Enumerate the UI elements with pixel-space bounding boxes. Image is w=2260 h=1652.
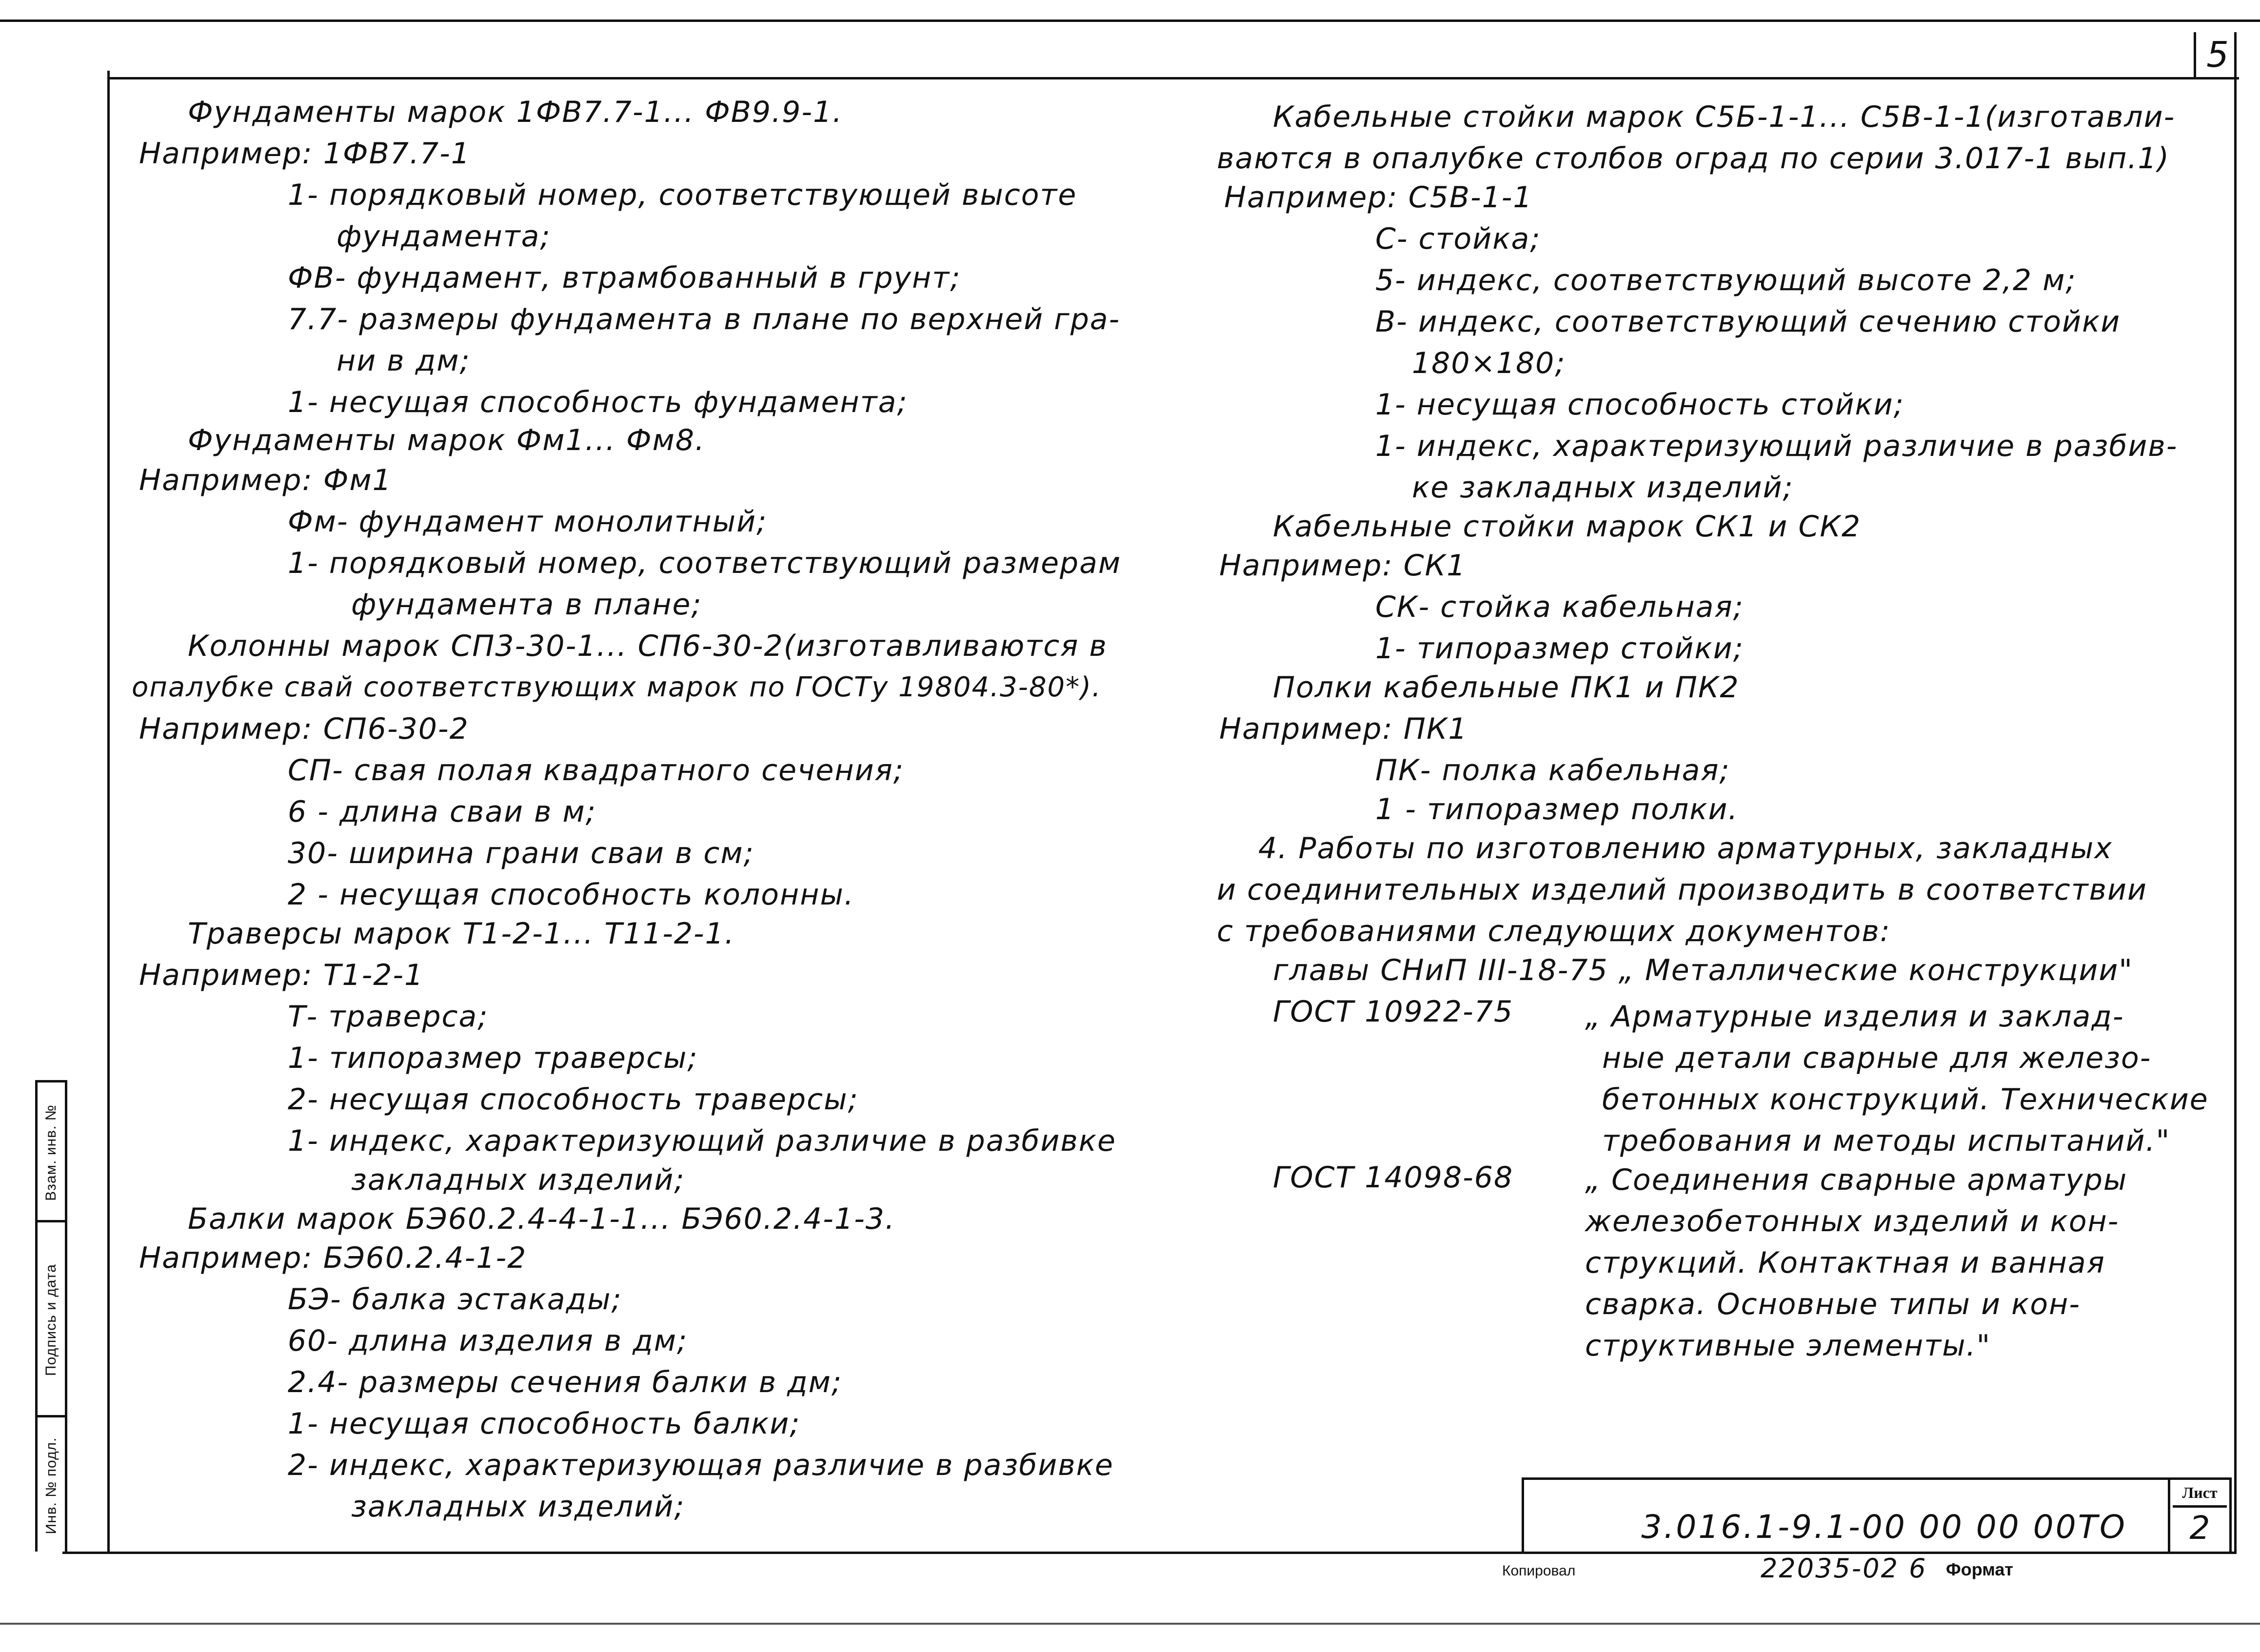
frame-top-edge: [0, 20, 2260, 22]
text-line: Например: СП6-30-2: [139, 712, 469, 746]
text-line: Колонны марок СП3-30-1... СП6-30-2(изготавливаются в: [188, 629, 1108, 663]
text-line: 4. Работы по изготовлению арматурных, закладных: [1258, 831, 2113, 865]
text-line: ГОСТ 10922-75: [1273, 995, 1514, 1029]
sheet-label: Лист: [2173, 1480, 2227, 1508]
text-line: Фундаменты марок 1ФВ7.7-1... ФВ9.9-1.: [188, 95, 843, 129]
text-line: Фм- фундамент монолитный;: [288, 505, 768, 539]
side-stamp: [35, 1080, 67, 1552]
text-line: 2.4- размеры сечения балки в дм;: [288, 1365, 843, 1399]
frame-right-border: [2234, 32, 2237, 1552]
text-line: 5- индекс, соответствующий высоте 2,2 м;: [1375, 263, 2077, 297]
text-line: 1- типоразмер траверсы;: [288, 1041, 698, 1075]
document-code: 3.016.1-9.1-00 00 00 00ТО: [1641, 1508, 2127, 1546]
text-line: Например: 1ФВ7.7-1: [139, 137, 471, 171]
sheet-number: 2: [2189, 1509, 2210, 1547]
text-line: 6 - длина сваи в м;: [288, 795, 596, 829]
text-line: Кабельные стойки марок С5Б-1-1... С5В-1-1(изготавли-: [1273, 100, 2176, 134]
text-line: „ Соединения сварные арматуры: [1585, 1163, 2128, 1197]
text-line: Например: ПК1: [1219, 712, 1468, 746]
text-line: бетонных конструкций. Технические: [1602, 1082, 2209, 1117]
footer-order: 22035-02 6: [1761, 1553, 1927, 1584]
text-line: железобетонных изделий и кон-: [1585, 1204, 2120, 1239]
text-line: ПК- полка кабельная;: [1375, 753, 1730, 787]
text-line: СП- свая полая квадратного сечения;: [288, 753, 904, 787]
text-line: Например: Т1-2-1: [139, 958, 424, 992]
text-line: 30- ширина грани сваи в см;: [288, 836, 754, 870]
text-line: 2- несущая способность траверсы;: [288, 1082, 859, 1117]
text-line: структивные элементы.": [1585, 1329, 1991, 1363]
text-line: струкций. Контактная и ванная: [1585, 1246, 2105, 1280]
text-line: Например: СК1: [1219, 549, 1467, 583]
text-line: ни в дм;: [337, 344, 471, 378]
text-line: 1- порядковый номер, соответствующей высоте: [288, 178, 1077, 212]
text-line: и соединительных изделий производить в соответствии: [1217, 873, 2148, 907]
text-line: СК- стойка кабельная;: [1375, 590, 1744, 624]
text-line: 60- длина изделия в дм;: [288, 1324, 688, 1358]
text-line: ные детали сварные для железо-: [1602, 1041, 2152, 1075]
frame-left-border: [107, 71, 110, 1552]
text-line: ФВ- фундамент, втрамбованный в грунт;: [288, 261, 961, 295]
text-line: 2 - несущая способность колонны.: [288, 878, 854, 912]
text-line: 1- порядковый номер, соответствующий размерам: [288, 546, 1122, 580]
side-stamp-label: Инв. № подл.: [43, 1437, 59, 1534]
text-line: 2- индекс, характеризующая различие в разбивке: [288, 1448, 1114, 1482]
text-line: 1 - типоразмер полки.: [1375, 792, 1739, 826]
text-line: БЭ- балка эстакады;: [288, 1282, 622, 1317]
side-stamp-cell: [38, 1080, 65, 1222]
frame-top-border: [107, 77, 2237, 79]
text-line: ГОСТ 14098-68: [1273, 1160, 1514, 1195]
text-line: Например: БЭ60.2.4-1-2: [139, 1241, 527, 1275]
text-line: закладных изделий;: [351, 1163, 685, 1197]
text-line: Кабельные стойки марок СК1 и СК2: [1273, 510, 1862, 544]
title-block-divider: [2168, 1480, 2170, 1554]
footer-format: Формат: [1946, 1559, 2014, 1579]
text-line: Например: Фм1: [139, 463, 392, 497]
text-line: 1- типоразмер стойки;: [1375, 631, 1744, 666]
text-line: Полки кабельные ПК1 и ПК2: [1273, 670, 1740, 705]
text-line: 1- несущая способность фундамента;: [288, 385, 908, 419]
text-line: сварка. Основные типы и кон-: [1585, 1287, 2081, 1321]
title-block: [1522, 1477, 2232, 1554]
text-line: С- стойка;: [1375, 222, 1541, 256]
text-line: 7.7- размеры фундамента в плане по верхней гра-: [288, 302, 1121, 336]
text-line: В- индекс, соответствующий сечению стойки: [1375, 305, 2121, 339]
side-stamp-cell: [38, 1220, 65, 1417]
text-line: 1- несущая способность стойки;: [1375, 388, 1905, 422]
text-line: опалубке свай соответствующих марок по ГОСТу 19804.3-80*).: [132, 671, 1102, 703]
text-line: требования и методы испытаний.": [1602, 1124, 2171, 1158]
side-stamp-cell: [38, 1415, 65, 1554]
text-line: Например: С5В-1-1: [1224, 180, 1533, 215]
text-line: Фундаменты марок Фм1... Фм8.: [188, 423, 706, 457]
text-line: ке закладных изделий;: [1412, 471, 1794, 505]
text-line: главы СНиП III-18-75 „ Металлические конструкции": [1273, 953, 2133, 987]
text-line: Т- траверса;: [288, 1000, 489, 1034]
text-line: ваются в опалубке столбов оград по серии 3.017-1 вып.1): [1217, 141, 2170, 176]
text-line: 180×180;: [1412, 346, 1566, 380]
text-line: „ Арматурные изделия и заклад-: [1585, 1000, 2124, 1034]
text-line: Траверсы марок Т1-2-1... Т11-2-1.: [188, 917, 735, 951]
footer-copied: Копировал: [1502, 1563, 1576, 1579]
page-number: 5: [2194, 32, 2239, 79]
text-line: 1- индекс, характеризующий различие в разбив-: [1375, 429, 2178, 463]
text-line: фундамента;: [337, 219, 551, 254]
text-line: с требованиями следующих документов:: [1217, 914, 1891, 948]
text-line: 1- индекс, характеризующий различие в разбивке: [288, 1124, 1116, 1158]
cut-line: [0, 1623, 2260, 1625]
text-line: закладных изделий;: [351, 1490, 685, 1524]
text-line: Балки марок БЭ60.2.4-4-1-1... БЭ60.2.4-1-3.: [188, 1202, 895, 1236]
side-stamp-label: Подпись и дата: [43, 1264, 59, 1376]
side-stamp-label: Взам. инв. №: [43, 1104, 59, 1201]
text-line: 1- несущая способность балки;: [288, 1407, 801, 1441]
text-line: фундамента в плане;: [351, 588, 702, 622]
